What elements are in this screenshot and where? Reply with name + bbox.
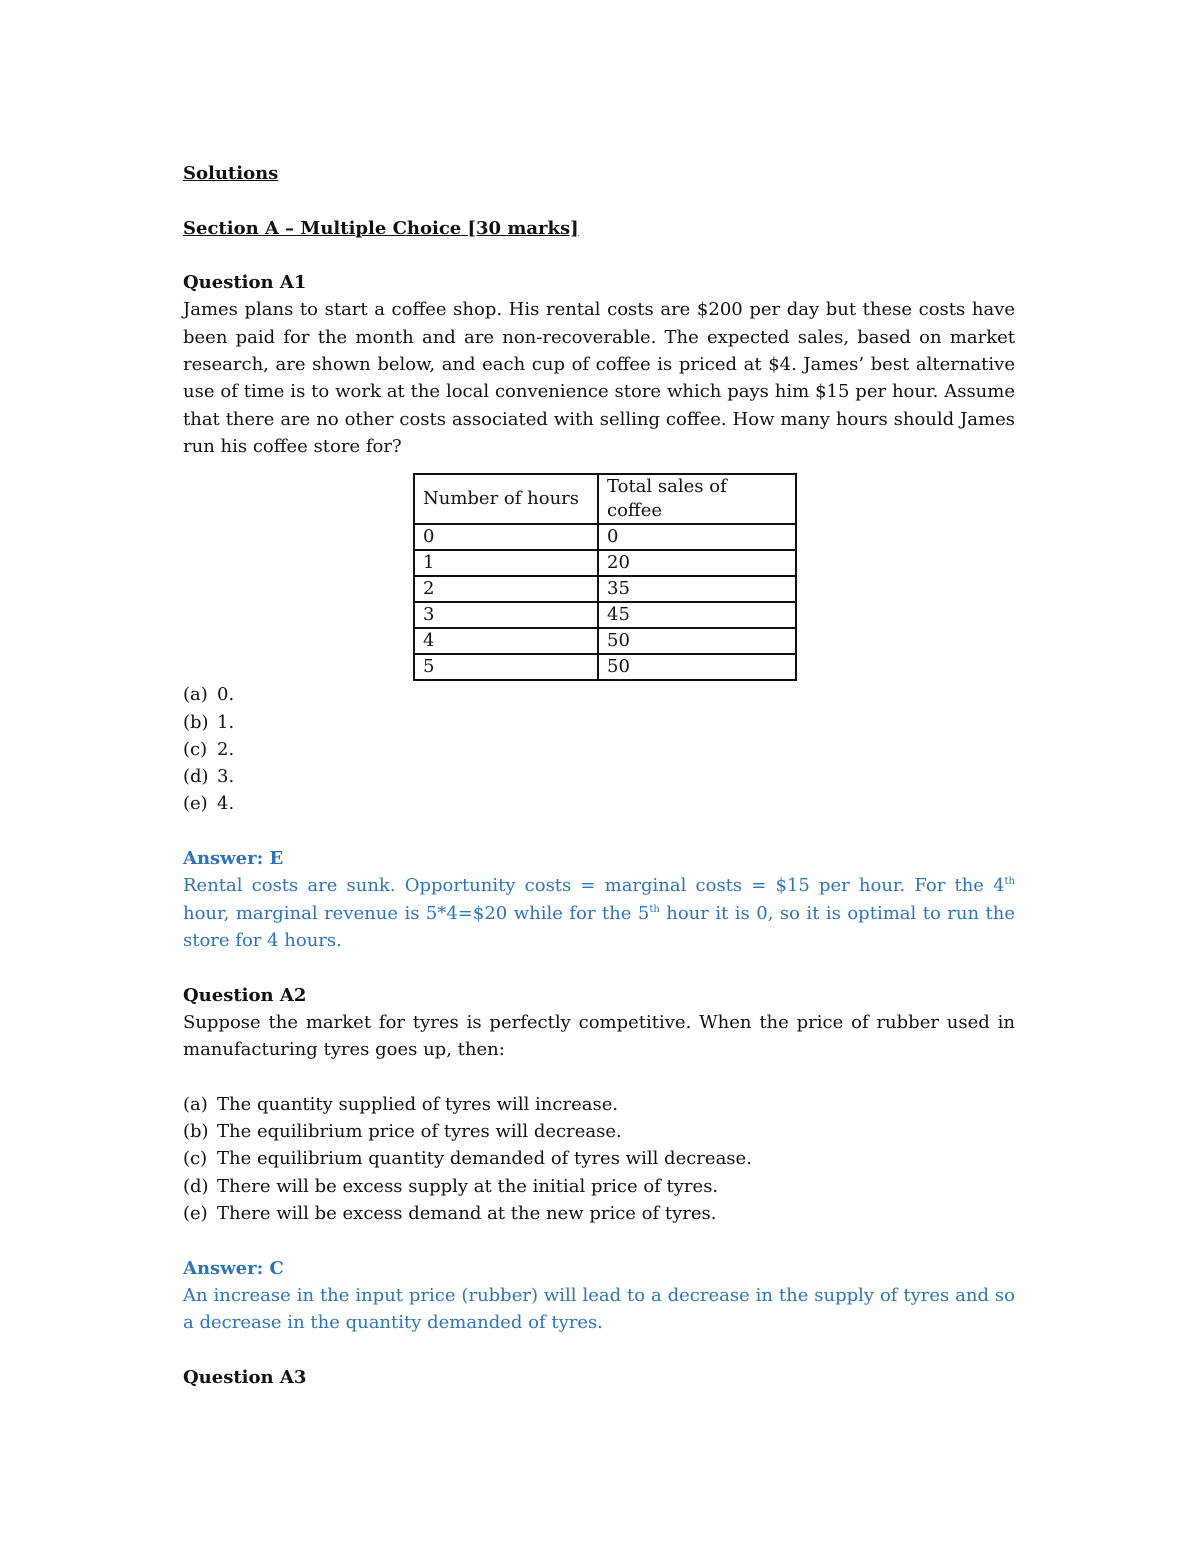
table-header-row — [414, 474, 796, 524]
question-a2-heading: Question A2 — [183, 984, 307, 1006]
table-row — [414, 628, 796, 654]
explanation-text: Rental costs are sunk. Opportunity costs = marginal costs = $15 per hour. For the 4 — [183, 875, 1005, 897]
table-header-cell: Total sales of coffee — [598, 474, 796, 524]
option-item — [183, 681, 1015, 708]
sales-table — [413, 473, 797, 681]
table-row — [414, 576, 796, 602]
table-cell: 1 — [414, 550, 598, 576]
question-a1-answer-block — [183, 845, 1015, 954]
table-cell: 5 — [414, 654, 598, 680]
option-label: (a) — [183, 684, 208, 706]
question-a2-answer-block — [183, 1255, 1015, 1337]
table-cell: 0 — [414, 524, 598, 550]
question-a2-answer: Answer: C — [183, 1257, 284, 1279]
option-item — [183, 709, 1015, 736]
section-heading: Section A – Multiple Choice [30 marks] — [183, 217, 579, 239]
question-a1-explanation — [183, 872, 1015, 954]
option-text: The quantity supplied of tyres will increase. — [217, 1093, 619, 1115]
table-cell: 0 — [598, 524, 796, 550]
option-text: 3. — [217, 766, 235, 788]
explanation-text: hour, marginal revenue is 5*4=$20 while for the 5 — [183, 902, 650, 924]
option-label: (e) — [183, 793, 208, 815]
table-header-cell: Number of hours — [414, 474, 598, 524]
option-text: 0. — [217, 684, 235, 706]
question-a2-explanation: An increase in the input price (rubber) will lead to a decrease in the supply of tyres and so a decrease in the quantity demanded of tyres. — [183, 1284, 1015, 1334]
question-a1-text: James plans to start a coffee shop. His rental costs are $200 per day but these costs have been paid for the month and are non-recoverable. The expected sales, based on market research, are shown below, and each cup of coffee is priced at $4. James’ best alternative use of time is to work at the local convenience store which pays him $15 per hour. Assume that there are no other costs associated with selling coffee. How many hours should James run his coffee store for? — [183, 299, 1015, 457]
explanation-text: hour it is 0, so it is optimal to run the store for 4 hours. — [183, 902, 1015, 951]
option-label: (c) — [183, 1148, 208, 1170]
option-text: The equilibrium quantity demanded of tyres will decrease. — [217, 1148, 752, 1170]
option-label: (e) — [183, 1202, 208, 1224]
question-a1-answer: Answer: E — [183, 848, 284, 870]
question-a2-options — [183, 1091, 1015, 1227]
question-a1-heading: Question A1 — [183, 272, 307, 294]
table-cell: 20 — [598, 550, 796, 576]
table-row — [414, 654, 796, 680]
option-text: 2. — [217, 738, 235, 760]
option-label: (b) — [183, 711, 209, 733]
table-cell: 2 — [414, 576, 598, 602]
option-label: (c) — [183, 738, 208, 760]
superscript: th — [1004, 876, 1015, 888]
option-item — [183, 1091, 1015, 1118]
document-title: Solutions — [183, 163, 279, 184]
table-row — [414, 550, 796, 576]
table-row — [414, 602, 796, 628]
option-label: (d) — [183, 1175, 209, 1197]
option-text: There will be excess demand at the new price of tyres. — [217, 1202, 717, 1224]
option-item — [183, 1200, 1015, 1227]
option-text: The equilibrium price of tyres will decrease. — [217, 1121, 622, 1143]
option-item — [183, 763, 1015, 790]
table-cell: 50 — [598, 628, 796, 654]
option-item — [183, 1145, 1015, 1172]
option-label: (a) — [183, 1093, 208, 1115]
option-text: 4. — [217, 793, 235, 815]
table-cell: 45 — [598, 602, 796, 628]
option-item — [183, 1173, 1015, 1200]
option-item — [183, 1118, 1015, 1145]
table-cell: 35 — [598, 576, 796, 602]
option-label: (b) — [183, 1121, 209, 1143]
table-cell: 50 — [598, 654, 796, 680]
document-page — [183, 160, 1015, 1391]
option-label: (d) — [183, 766, 209, 788]
option-text: 1. — [217, 711, 235, 733]
table-cell: 3 — [414, 602, 598, 628]
option-text: There will be excess supply at the initial price of tyres. — [217, 1175, 719, 1197]
question-a3-heading: Question A3 — [183, 1366, 307, 1388]
question-a2-text: Suppose the market for tyres is perfectly competitive. When the price of rubber used in manufacturing tyres goes up, then: — [183, 1011, 1015, 1061]
table-row — [414, 524, 796, 550]
option-item — [183, 790, 1015, 817]
table-cell: 4 — [414, 628, 598, 654]
superscript: th — [649, 903, 660, 915]
option-item — [183, 736, 1015, 763]
question-a1-options — [183, 681, 1015, 817]
sales-table-wrapper — [183, 473, 1015, 681]
